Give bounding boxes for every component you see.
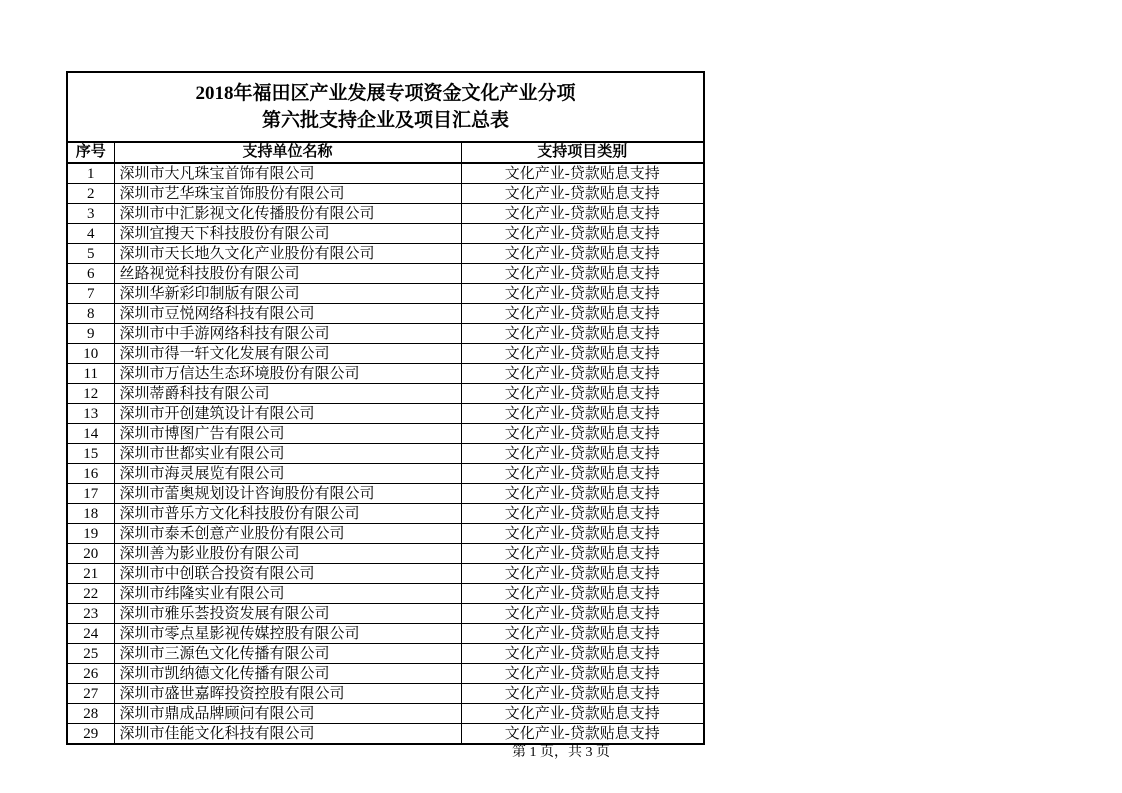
- category-cell: 文化产业-贷款贴息支持: [461, 444, 704, 464]
- table-row: [67, 584, 704, 604]
- company-name-cell: 深圳市蕾奥规划设计咨询股份有限公司: [114, 484, 461, 504]
- category-cell: 文化产业-贷款贴息支持: [461, 304, 704, 324]
- table-row: [67, 284, 704, 304]
- company-name-cell: 深圳市凯纳德文化传播有限公司: [114, 664, 461, 684]
- row-number-cell: 1: [67, 163, 114, 184]
- document-table: [66, 71, 705, 745]
- category-cell: 文化产业-贷款贴息支持: [461, 624, 704, 644]
- category-cell: 文化产业-贷款贴息支持: [461, 644, 704, 664]
- table-row: [67, 624, 704, 644]
- row-number-cell: 16: [67, 464, 114, 484]
- column-header-no: 序号: [67, 142, 114, 163]
- table-row: [67, 444, 704, 464]
- header-row: [67, 142, 704, 163]
- table-row: [67, 384, 704, 404]
- column-header-name: 支持单位名称: [114, 142, 461, 163]
- company-name-cell: 丝路视觉科技股份有限公司: [114, 264, 461, 284]
- company-name-cell: 深圳市豆悦网络科技有限公司: [114, 304, 461, 324]
- row-number-cell: 19: [67, 524, 114, 544]
- company-name-cell: 深圳市鼎成品牌顾问有限公司: [114, 704, 461, 724]
- table-row: [67, 664, 704, 684]
- company-name-cell: 深圳市中汇影视文化传播股份有限公司: [114, 204, 461, 224]
- row-number-cell: 28: [67, 704, 114, 724]
- table-row: [67, 544, 704, 564]
- row-number-cell: 9: [67, 324, 114, 344]
- category-cell: 文化产业-贷款贴息支持: [461, 464, 704, 484]
- table-row: [67, 404, 704, 424]
- row-number-cell: 23: [67, 604, 114, 624]
- title-row: [67, 72, 704, 142]
- page-footer: 第 1 页，共 3 页: [512, 745, 610, 760]
- company-name-cell: 深圳市普乐方文化科技股份有限公司: [114, 504, 461, 524]
- company-name-cell: 深圳市雅乐荟投资发展有限公司: [114, 604, 461, 624]
- category-cell: 文化产业-贷款贴息支持: [461, 424, 704, 444]
- row-number-cell: 29: [67, 724, 114, 745]
- table-row: [67, 464, 704, 484]
- category-cell: 文化产业-贷款贴息支持: [461, 564, 704, 584]
- category-cell: 文化产业-贷款贴息支持: [461, 284, 704, 304]
- row-number-cell: 20: [67, 544, 114, 564]
- row-number-cell: 12: [67, 384, 114, 404]
- company-name-cell: 深圳市世都实业有限公司: [114, 444, 461, 464]
- row-number-cell: 21: [67, 564, 114, 584]
- row-number-cell: 24: [67, 624, 114, 644]
- table-row: [67, 204, 704, 224]
- row-number-cell: 27: [67, 684, 114, 704]
- row-number-cell: 17: [67, 484, 114, 504]
- table-row: [67, 304, 704, 324]
- category-cell: 文化产业-贷款贴息支持: [461, 344, 704, 364]
- table-row: [67, 324, 704, 344]
- table-row: [67, 264, 704, 284]
- row-number-cell: 6: [67, 264, 114, 284]
- company-name-cell: 深圳市艺华珠宝首饰股份有限公司: [114, 184, 461, 204]
- table-row: [67, 684, 704, 704]
- category-cell: 文化产业-贷款贴息支持: [461, 524, 704, 544]
- company-name-cell: 深圳善为影业股份有限公司: [114, 544, 461, 564]
- category-cell: 文化产业-贷款贴息支持: [461, 504, 704, 524]
- row-number-cell: 10: [67, 344, 114, 364]
- company-name-cell: 深圳市万信达生态环境股份有限公司: [114, 364, 461, 384]
- category-cell: 文化产业-贷款贴息支持: [461, 324, 704, 344]
- table-row: [67, 244, 704, 264]
- company-name-cell: 深圳宜搜天下科技股份有限公司: [114, 224, 461, 244]
- table-row: [67, 163, 704, 184]
- category-cell: 文化产业-贷款贴息支持: [461, 264, 704, 284]
- category-cell: 文化产业-贷款贴息支持: [461, 184, 704, 204]
- table-row: [67, 704, 704, 724]
- table-row: [67, 724, 704, 745]
- table-row: [67, 504, 704, 524]
- row-number-cell: 4: [67, 224, 114, 244]
- category-cell: 文化产业-贷款贴息支持: [461, 404, 704, 424]
- table-row: [67, 424, 704, 444]
- company-name-cell: 深圳市纬隆实业有限公司: [114, 584, 461, 604]
- row-number-cell: 3: [67, 204, 114, 224]
- table-row: [67, 184, 704, 204]
- company-name-cell: 深圳市中创联合投资有限公司: [114, 564, 461, 584]
- company-name-cell: 深圳市盛世嘉晖投资控股有限公司: [114, 684, 461, 704]
- row-number-cell: 26: [67, 664, 114, 684]
- table-title: [67, 72, 704, 142]
- company-name-cell: 深圳市海灵展览有限公司: [114, 464, 461, 484]
- row-number-cell: 5: [67, 244, 114, 264]
- company-name-cell: 深圳蒂爵科技有限公司: [114, 384, 461, 404]
- category-cell: 文化产业-贷款贴息支持: [461, 244, 704, 264]
- table-row: [67, 344, 704, 364]
- category-cell: 文化产业-贷款贴息支持: [461, 384, 704, 404]
- company-name-cell: 深圳市天长地久文化产业股份有限公司: [114, 244, 461, 264]
- row-number-cell: 15: [67, 444, 114, 464]
- company-name-cell: 深圳市佳能文化科技有限公司: [114, 724, 461, 745]
- company-name-cell: 深圳市中手游网络科技有限公司: [114, 324, 461, 344]
- company-name-cell: 深圳市泰禾创意产业股份有限公司: [114, 524, 461, 544]
- company-name-cell: 深圳市大凡珠宝首饰有限公司: [114, 163, 461, 184]
- category-cell: 文化产业-贷款贴息支持: [461, 544, 704, 564]
- row-number-cell: 11: [67, 364, 114, 384]
- row-number-cell: 2: [67, 184, 114, 204]
- row-number-cell: 13: [67, 404, 114, 424]
- company-name-cell: 深圳市零点星影视传媒控股有限公司: [114, 624, 461, 644]
- category-cell: 文化产业-贷款贴息支持: [461, 364, 704, 384]
- table-row: [67, 484, 704, 504]
- row-number-cell: 8: [67, 304, 114, 324]
- category-cell: 文化产业-贷款贴息支持: [461, 163, 704, 184]
- table-title-line2: 第六批支持企业及项目汇总表: [261, 110, 509, 131]
- company-name-cell: 深圳华新彩印制版有限公司: [114, 284, 461, 304]
- column-header-category: 支持项目类别: [461, 142, 704, 163]
- company-name-cell: 深圳市博图广告有限公司: [114, 424, 461, 444]
- company-name-cell: 深圳市得一轩文化发展有限公司: [114, 344, 461, 364]
- table-row: [67, 224, 704, 244]
- table-body: [67, 163, 704, 744]
- category-cell: 文化产业-贷款贴息支持: [461, 724, 704, 745]
- row-number-cell: 18: [67, 504, 114, 524]
- row-number-cell: 14: [67, 424, 114, 444]
- category-cell: 文化产业-贷款贴息支持: [461, 484, 704, 504]
- category-cell: 文化产业-贷款贴息支持: [461, 224, 704, 244]
- table-row: [67, 604, 704, 624]
- table-row: [67, 644, 704, 664]
- category-cell: 文化产业-贷款贴息支持: [461, 604, 704, 624]
- category-cell: 文化产业-贷款贴息支持: [461, 204, 704, 224]
- row-number-cell: 7: [67, 284, 114, 304]
- company-name-cell: 深圳市三源色文化传播有限公司: [114, 644, 461, 664]
- category-cell: 文化产业-贷款贴息支持: [461, 704, 704, 724]
- category-cell: 文化产业-贷款贴息支持: [461, 664, 704, 684]
- category-cell: 文化产业-贷款贴息支持: [461, 584, 704, 604]
- row-number-cell: 22: [67, 584, 114, 604]
- table-title-line1: 2018年福田区产业发展专项资金文化产业分项: [195, 83, 576, 104]
- table-row: [67, 524, 704, 544]
- category-cell: 文化产业-贷款贴息支持: [461, 684, 704, 704]
- table-row: [67, 364, 704, 384]
- table-row: [67, 564, 704, 584]
- company-name-cell: 深圳市开创建筑设计有限公司: [114, 404, 461, 424]
- row-number-cell: 25: [67, 644, 114, 664]
